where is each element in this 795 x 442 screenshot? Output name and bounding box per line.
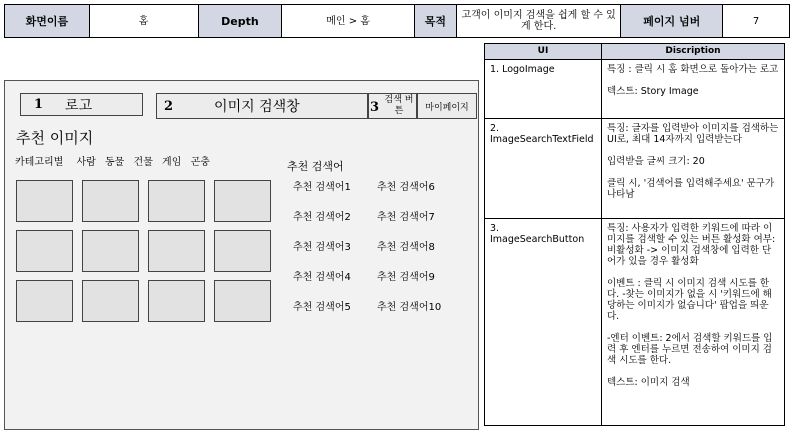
table-row bbox=[485, 119, 785, 219]
description-paragraph: -엔터 이벤트: 2에서 검색할 키워드를 입력 후 엔터를 누르면 전송하여 이미지 검색 시도를 한다. bbox=[607, 333, 773, 366]
depth-value: 메인 > 홈 bbox=[282, 5, 415, 37]
purpose-label: 목적 bbox=[415, 5, 457, 37]
keyword-link[interactable]: 추천 검색어2 bbox=[293, 212, 351, 223]
image-search-button[interactable] bbox=[368, 93, 417, 119]
recommend-title: 추천 이미지 bbox=[16, 129, 94, 147]
description-cell bbox=[602, 119, 785, 219]
image-thumbnail[interactable] bbox=[82, 230, 139, 272]
logo-number: 1 bbox=[34, 97, 44, 112]
image-thumbnail[interactable] bbox=[82, 180, 139, 222]
col-header-description: Discription bbox=[602, 44, 785, 60]
image-thumbnail[interactable] bbox=[16, 280, 73, 322]
screen-name-value: 홈 bbox=[90, 5, 199, 37]
keyword-link[interactable]: 추천 검색어9 bbox=[377, 272, 435, 283]
image-thumbnail[interactable] bbox=[148, 180, 205, 222]
keyword-list-right bbox=[377, 181, 441, 331]
search-field-number: 2 bbox=[164, 98, 174, 114]
image-thumbnail[interactable] bbox=[214, 180, 271, 222]
image-thumbnail[interactable] bbox=[82, 280, 139, 322]
keyword-list-left bbox=[293, 181, 351, 331]
spec-header-table bbox=[4, 4, 790, 38]
image-thumbnail[interactable] bbox=[16, 180, 73, 222]
mypage-button[interactable]: 마이페이지 bbox=[417, 93, 477, 119]
description-paragraph: 입력받을 글씨 크기: 20 bbox=[607, 156, 705, 167]
description-paragraph: 텍스트: 이미지 검색 bbox=[607, 377, 690, 388]
ui-name-cell: 1. LogoImage bbox=[485, 60, 602, 119]
table-row bbox=[485, 60, 785, 119]
keywords-title: 추천 검색어 bbox=[287, 160, 344, 173]
image-thumbnail[interactable] bbox=[214, 230, 271, 272]
purpose-value: 고객이 이미지 검색을 쉽게 할 수 있게 한다. bbox=[457, 5, 622, 37]
page-number-label: 페이지 넘버 bbox=[621, 5, 723, 37]
keyword-link[interactable]: 추천 검색어4 bbox=[293, 272, 351, 283]
keyword-link[interactable]: 추천 검색어1 bbox=[293, 182, 351, 193]
search-field-label: 이미지 검색창 bbox=[214, 99, 300, 115]
description-paragraph: 이벤트 : 클릭 시 이미지 검색 시도를 한다. -찾는 이미지가 없을 시 '키워드에 해당하는 이미지가 없습니다' 팝업을 띄운다. bbox=[607, 278, 772, 322]
keyword-link[interactable]: 추천 검색어7 bbox=[377, 212, 435, 223]
category-item[interactable]: 동물 bbox=[105, 157, 125, 168]
image-thumbnail[interactable] bbox=[148, 280, 205, 322]
col-header-ui: UI bbox=[485, 44, 602, 60]
category-item[interactable]: 곤충 bbox=[190, 157, 210, 168]
category-bar bbox=[15, 153, 216, 168]
image-thumbnail[interactable] bbox=[214, 280, 271, 322]
keyword-link[interactable]: 추천 검색어10 bbox=[377, 302, 442, 313]
logo-label: 로고 bbox=[65, 97, 93, 114]
ui-description-table bbox=[484, 43, 785, 426]
logo-image[interactable] bbox=[20, 93, 143, 116]
keyword-link[interactable]: 추천 검색어3 bbox=[293, 242, 351, 253]
home-wireframe bbox=[4, 80, 479, 430]
image-thumbnail[interactable] bbox=[16, 230, 73, 272]
description-cell bbox=[602, 60, 785, 119]
search-button-number: 3 bbox=[370, 100, 380, 115]
ui-name-cell: 3. ImageSearchButton bbox=[485, 219, 602, 426]
keyword-link[interactable]: 추천 검색어5 bbox=[293, 302, 351, 313]
keyword-link[interactable]: 추천 검색어6 bbox=[377, 182, 435, 193]
description-paragraph: 특징: 사용자가 입력한 키워드에 따라 이미지를 검색할 수 있는 버튼 활성화 여부: 비활성화 -> 이미지 검색창에 입력한 단어가 있을 경우 활성화 bbox=[607, 223, 776, 267]
description-paragraph: 특징: 글자를 입력받아 이미지를 검색하는 UI로, 최대 14자까지 입력받는다 bbox=[607, 123, 779, 145]
description-paragraph: 특징 : 클릭 시 홈 화면으로 돌아가는 로고 bbox=[607, 64, 779, 75]
description-paragraph: 클릭 시, '검색어를 입력해주세요' 문구가 나타남 bbox=[607, 178, 775, 200]
table-row bbox=[485, 219, 785, 426]
image-search-field[interactable] bbox=[156, 93, 368, 119]
category-item[interactable]: 건물 bbox=[133, 157, 153, 168]
image-thumbnail[interactable] bbox=[148, 230, 205, 272]
description-cell bbox=[602, 219, 785, 426]
category-item[interactable]: 게임 bbox=[162, 157, 182, 168]
depth-label: Depth bbox=[199, 5, 283, 37]
screen-name-label: 화면이름 bbox=[5, 5, 90, 37]
description-paragraph: 텍스트: Story Image bbox=[607, 86, 699, 97]
page-number-value: 7 bbox=[723, 5, 789, 37]
ui-name-cell: 2. ImageSearchTextField bbox=[485, 119, 602, 219]
recommend-image-grid bbox=[16, 180, 268, 322]
search-button-label: 검색 버튼 bbox=[384, 95, 414, 116]
category-item[interactable]: 사람 bbox=[76, 157, 96, 168]
category-label: 카테고리별 bbox=[15, 157, 64, 168]
desc-table-header bbox=[485, 44, 785, 60]
keyword-link[interactable]: 추천 검색어8 bbox=[377, 242, 435, 253]
